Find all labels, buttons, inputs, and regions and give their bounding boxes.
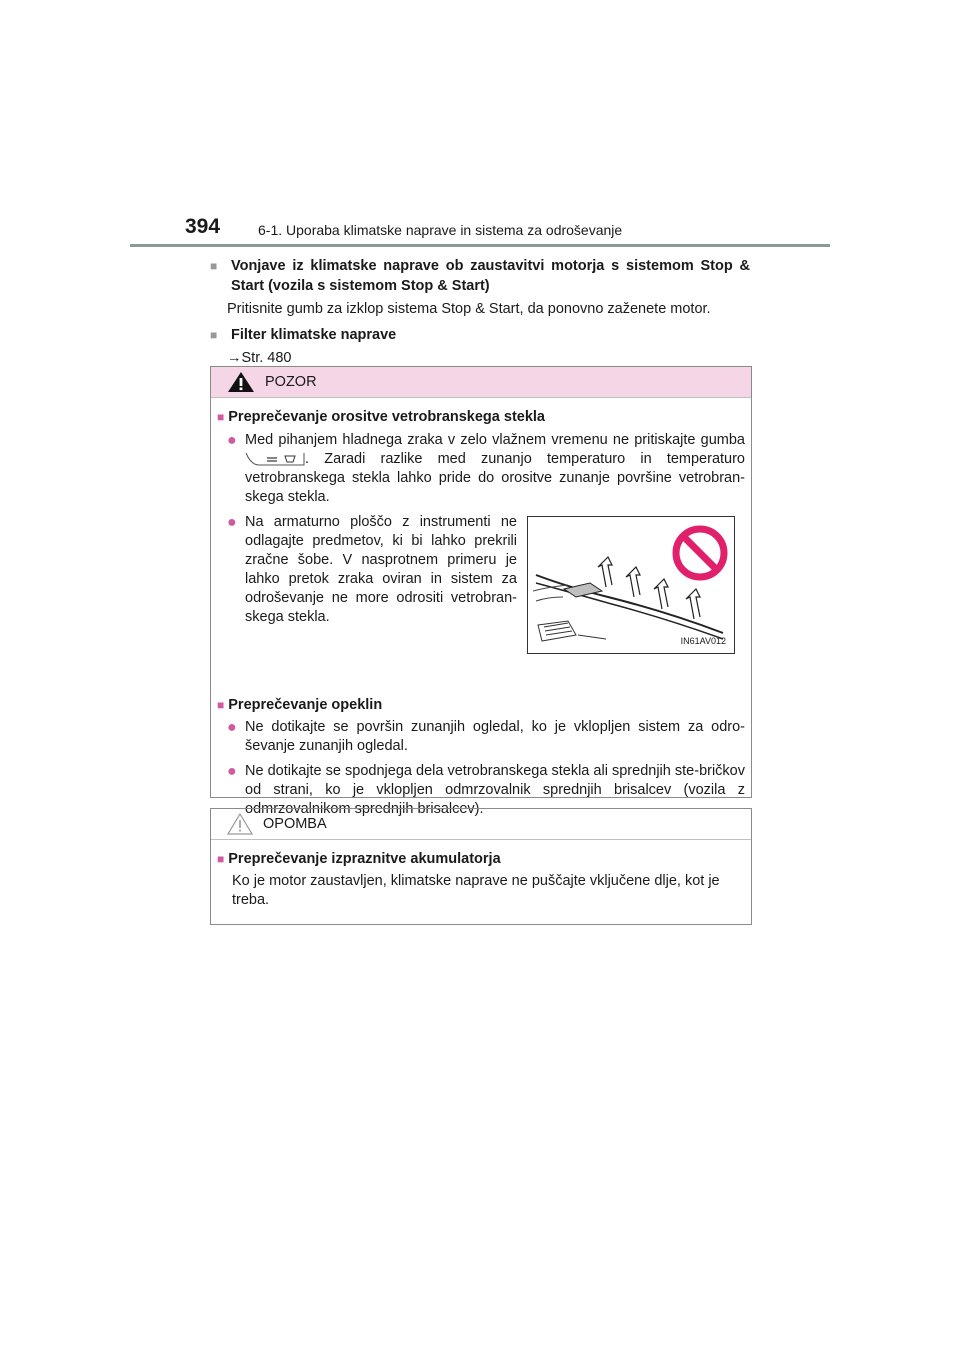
figure-label: IN61AV012: [680, 636, 726, 646]
intro-item-2: [210, 325, 750, 345]
section-header: 6-1. Uporaba klimatske naprave in sistema za odroševanje: [258, 222, 623, 238]
pozor-bullet-1: [217, 431, 745, 507]
dot-bullet-icon: ●: [227, 763, 237, 780]
pozor-bullet-2-text: Na armaturno ploščo z instrumenti ne odlagajte predmetov, ki bi lahko prekrili zračne šobe. V nasprotnem primeru je lahko pretok zraka oviran in sistem za odroševanje ne more odrositi vetrobran-skega stekla.: [245, 514, 517, 625]
square-bullet-icon: ■: [210, 259, 218, 273]
opomba-heading: [217, 850, 745, 869]
opomba-box: [210, 808, 752, 925]
page-number: 394: [185, 215, 221, 238]
prohibited-icon: [676, 529, 724, 577]
pozor-b1-part2: . Zaradi razlike med zunanjo temperaturo in temperaturo vetrobranskega stekla lahko pride do orositve zunanje površine vetrobran-skega stekla.: [245, 451, 745, 505]
dot-bullet-icon: ●: [227, 432, 237, 449]
square-bullet-icon: ■: [217, 698, 225, 712]
pozor-heading-2: [217, 696, 382, 715]
square-bullet-icon: ■: [217, 852, 225, 866]
intro-text-1: Pritisnite gumb za izklop sistema Stop & Start, da ponovno zaženete motor.: [227, 301, 711, 317]
intro-heading-1: Vonjave iz klimatske naprave ob zaustavitvi motorja s sistemom Stop & Start (vozila s sistemom Stop & Start): [231, 258, 750, 294]
warning-icon: [227, 371, 255, 393]
opomba-text: Ko je motor zaustavljen, klimatske naprave ne puščajte vključene dlje, kot je treba.: [232, 873, 720, 908]
pozor-heading-2-text: Preprečevanje opeklin: [228, 697, 383, 713]
defroster-button-icon: [245, 452, 305, 466]
dot-bullet-icon: ●: [227, 514, 237, 531]
pozor-bullet-2: [217, 513, 517, 627]
caution-outline-icon: [227, 813, 253, 835]
opomba-label: OPOMBA: [263, 816, 327, 832]
intro-heading-2: Filter klimatske naprave: [231, 327, 397, 343]
opomba-heading-text: Preprečevanje izpraznitve akumulatorja: [228, 851, 501, 867]
opomba-header: [211, 809, 751, 840]
intro-item-1: [210, 256, 750, 296]
pozor-heading-1: [217, 408, 745, 427]
square-bullet-icon: ■: [217, 410, 225, 424]
pozor-box: [210, 366, 752, 817]
pozor-bullet-3-text: Ne dotikajte se površin zunanjih ogledal, ko je vklopljen sistem za odro-ševanje zunanjih ogledal.: [245, 719, 745, 754]
windshield-illustration: [527, 516, 735, 654]
header-rule: [130, 244, 830, 247]
pozor-label: POZOR: [265, 374, 317, 390]
square-bullet-icon: ■: [210, 328, 218, 342]
pozor-bullet-4-text: Ne dotikajte se spodnjega dela vetrobranskega stekla ali sprednjih ste-bričkov od strani, ko je vklopljen odmrzovalnik sprednjih brisalcev (vozila z odmrzovalnikom sprednjih brisalcev).: [245, 763, 745, 817]
pozor-heading-1-text: Preprečevanje orositve vetrobranskega stekla: [228, 409, 545, 425]
pozor-bullet-1-text: [245, 431, 745, 507]
pozor-b1-part1: Med pihanjem hladnega zraka v zelo vlažnem vremenu ne pritiskajte gumba: [245, 432, 745, 448]
pozor-bullet-3: [217, 718, 745, 756]
dot-bullet-icon: ●: [227, 719, 237, 736]
pozor-header: [211, 367, 751, 398]
intro-section: [210, 256, 750, 368]
intro-ref-2: →Str. 480: [227, 350, 292, 366]
